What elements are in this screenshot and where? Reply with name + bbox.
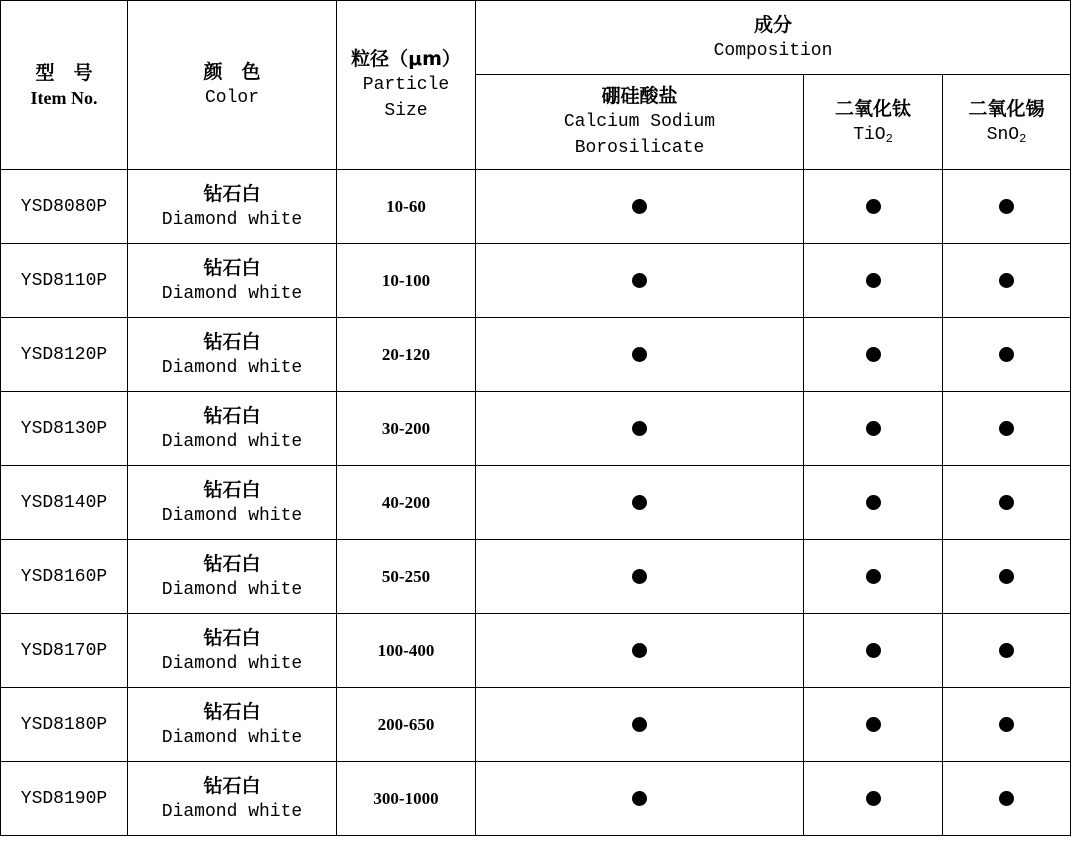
borosilicate-cell (476, 318, 804, 392)
color-cell (128, 614, 337, 688)
color-en: Diamond white (161, 505, 303, 526)
borosilicate-cell (476, 540, 804, 614)
header-color (128, 1, 337, 170)
filled-circle-icon (866, 643, 881, 658)
header-size-en-2: Size (384, 101, 428, 121)
color-cn: 钻石白 (203, 552, 261, 575)
color-cn: 钻石白 (203, 404, 261, 427)
header-particle-size (337, 1, 476, 170)
filled-circle-icon (866, 495, 881, 510)
filled-circle-icon (632, 421, 647, 436)
filled-circle-icon (632, 347, 647, 362)
header-comp2-cn: 二氧化钛 (834, 98, 911, 120)
tio2-cell (804, 170, 943, 244)
tio2-cell (804, 466, 943, 540)
filled-circle-icon (999, 421, 1014, 436)
filled-circle-icon (999, 791, 1014, 806)
header-comp3-en-base: SnO (986, 125, 1020, 145)
tio2-cell (804, 318, 943, 392)
table-row (1, 540, 1071, 614)
table-row (1, 392, 1071, 466)
item-no-cell: YSD8140P (1, 466, 128, 540)
table-body (1, 170, 1071, 836)
filled-circle-icon (866, 791, 881, 806)
header-composition (476, 1, 1071, 75)
filled-circle-icon (866, 569, 881, 584)
table-row (1, 688, 1071, 762)
sno2-cell (943, 466, 1071, 540)
borosilicate-cell (476, 244, 804, 318)
color-en: Diamond white (161, 357, 303, 378)
header-item-no (1, 1, 128, 170)
header-comp1-en-2: Borosilicate (574, 138, 705, 158)
header-sno2 (943, 75, 1071, 170)
filled-circle-icon (632, 569, 647, 584)
header-item-cn: 型 号 (35, 62, 93, 84)
table-row (1, 466, 1071, 540)
filled-circle-icon (632, 273, 647, 288)
color-cell (128, 540, 337, 614)
sno2-cell (943, 170, 1071, 244)
color-cell (128, 688, 337, 762)
header-comp3-cn: 二氧化锡 (968, 98, 1045, 120)
sno2-cell (943, 318, 1071, 392)
header-color-en: Color (204, 88, 259, 108)
particle-size-cell: 30-200 (337, 392, 476, 466)
header-composition-cn: 成分 (754, 13, 793, 36)
color-cn: 钻石白 (203, 256, 261, 279)
table-row (1, 170, 1071, 244)
header-comp2-en (804, 122, 942, 148)
sno2-cell (943, 614, 1071, 688)
color-cell (128, 392, 337, 466)
particle-size-cell: 50-250 (337, 540, 476, 614)
item-no-cell: YSD8110P (1, 244, 128, 318)
table-row (1, 318, 1071, 392)
particle-size-cell: 200-650 (337, 688, 476, 762)
tio2-cell (804, 540, 943, 614)
filled-circle-icon (999, 717, 1014, 732)
tio2-cell (804, 762, 943, 836)
tio2-cell (804, 244, 943, 318)
color-en: Diamond white (161, 283, 303, 304)
color-en: Diamond white (161, 579, 303, 600)
color-cn: 钻石白 (203, 774, 261, 797)
particle-size-cell: 40-200 (337, 466, 476, 540)
table-row (1, 614, 1071, 688)
particle-size-cell: 10-100 (337, 244, 476, 318)
filled-circle-icon (632, 791, 647, 806)
tio2-cell (804, 392, 943, 466)
color-en: Diamond white (161, 209, 303, 230)
sno2-cell (943, 688, 1071, 762)
item-no-cell: YSD8170P (1, 614, 128, 688)
filled-circle-icon (866, 421, 881, 436)
sno2-cell (943, 540, 1071, 614)
borosilicate-cell (476, 762, 804, 836)
item-no-cell: YSD8130P (1, 392, 128, 466)
tio2-cell (804, 614, 943, 688)
filled-circle-icon (632, 495, 647, 510)
filled-circle-icon (999, 199, 1014, 214)
item-no-cell: YSD8120P (1, 318, 128, 392)
item-no-cell: YSD8190P (1, 762, 128, 836)
filled-circle-icon (632, 717, 647, 732)
filled-circle-icon (999, 643, 1014, 658)
color-en: Diamond white (161, 801, 303, 822)
color-en: Diamond white (161, 653, 303, 674)
filled-circle-icon (999, 569, 1014, 584)
filled-circle-icon (632, 643, 647, 658)
header-comp1-en-1: Calcium Sodium (563, 112, 716, 132)
color-cn: 钻石白 (203, 478, 261, 501)
sno2-cell (943, 244, 1071, 318)
filled-circle-icon (632, 199, 647, 214)
header-composition-en: Composition (713, 40, 833, 61)
item-no-cell: YSD8080P (1, 170, 128, 244)
header-borosilicate (476, 75, 804, 170)
borosilicate-cell (476, 392, 804, 466)
color-cn: 钻石白 (203, 182, 261, 205)
header-comp3-en-sub: 2 (1019, 132, 1027, 146)
filled-circle-icon (866, 273, 881, 288)
header-comp1-cn: 硼硅酸盐 (601, 85, 678, 107)
color-cell (128, 762, 337, 836)
particle-size-cell: 10-60 (337, 170, 476, 244)
header-comp3-en (943, 122, 1070, 148)
color-cn: 钻石白 (203, 330, 261, 353)
filled-circle-icon (999, 347, 1014, 362)
particle-size-cell: 20-120 (337, 318, 476, 392)
tio2-cell (804, 688, 943, 762)
borosilicate-cell (476, 614, 804, 688)
color-cell (128, 466, 337, 540)
header-item-en: Item No. (30, 88, 98, 108)
color-cell (128, 318, 337, 392)
filled-circle-icon (866, 199, 881, 214)
table-row (1, 244, 1071, 318)
header-color-cn: 颜 色 (203, 61, 261, 83)
header-tio2 (804, 75, 943, 170)
borosilicate-cell (476, 466, 804, 540)
header-row-top (1, 1, 1071, 75)
color-cn: 钻石白 (203, 700, 261, 723)
color-en: Diamond white (161, 727, 303, 748)
header-comp2-en-sub: 2 (885, 132, 893, 146)
header-comp2-en-base: TiO (853, 125, 886, 145)
borosilicate-cell (476, 170, 804, 244)
item-no-cell: YSD8160P (1, 540, 128, 614)
particle-size-cell: 100-400 (337, 614, 476, 688)
color-cn: 钻石白 (203, 626, 261, 649)
sno2-cell (943, 762, 1071, 836)
filled-circle-icon (866, 717, 881, 732)
filled-circle-icon (999, 273, 1014, 288)
header-size-en-1: Particle (362, 75, 450, 95)
item-no-cell: YSD8180P (1, 688, 128, 762)
table-row (1, 762, 1071, 836)
color-cell (128, 170, 337, 244)
color-en: Diamond white (161, 431, 303, 452)
filled-circle-icon (866, 347, 881, 362)
sno2-cell (943, 392, 1071, 466)
color-cell (128, 244, 337, 318)
particle-size-cell: 300-1000 (337, 762, 476, 836)
filled-circle-icon (999, 495, 1014, 510)
borosilicate-cell (476, 688, 804, 762)
header-size-cn: 粒径（μm） (351, 48, 461, 70)
